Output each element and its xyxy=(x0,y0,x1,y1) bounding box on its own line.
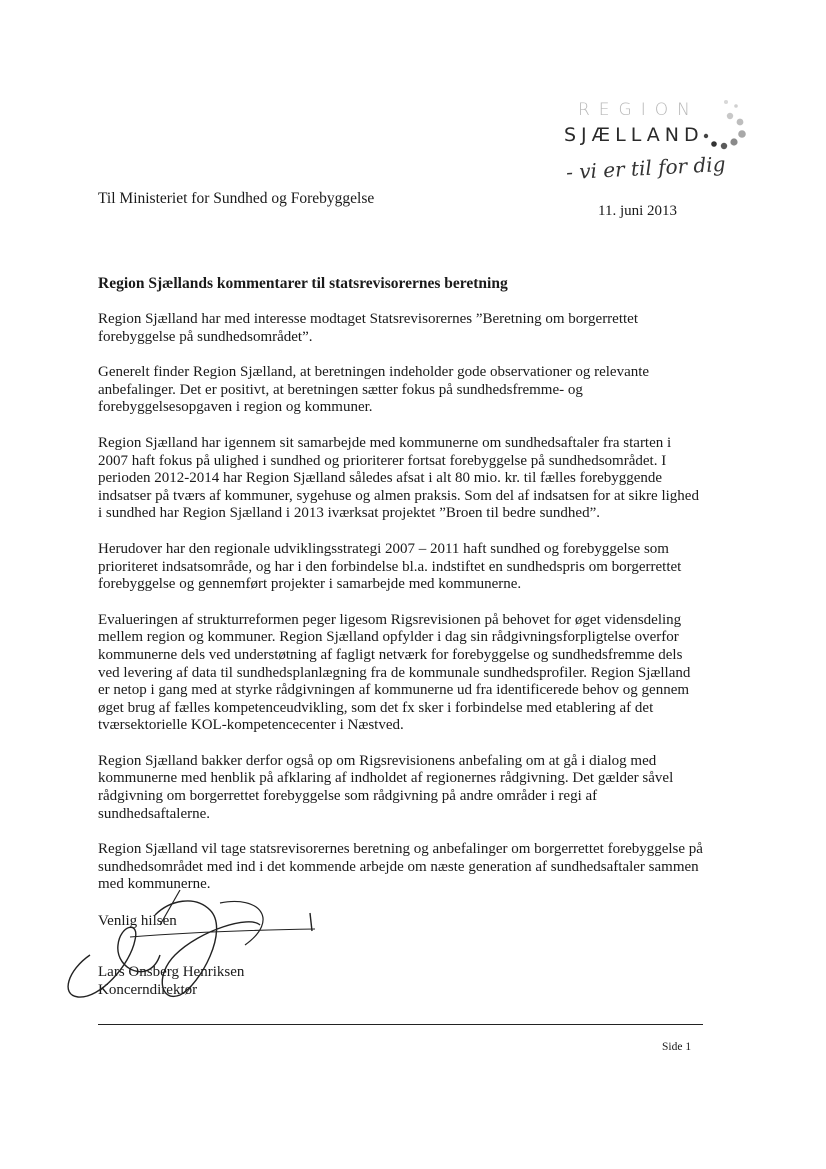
signer-name: Lars Onsberg Henriksen xyxy=(98,964,245,980)
footer-divider xyxy=(98,1024,703,1025)
paragraph: Region Sjælland har igennem sit samarbejde med kommunerne om sundhedsaftaler fra starten i 2007 haft fokus på ulighed i sundhed og prioriterer fortsat forebyggelse på sundhedsområdet. I perioden 2012-2014 har Region Sjælland således afsat i alt 80 mio. kr. til fælles forebyggende indsatser på tværs af kommuner, sygehuse og almen praksis. Som del af indsatsen for at sikre lighed i sundhed har Region Sjælland i 2013 iværksat projektet ”Broen til bedre sundhed”. xyxy=(98,434,699,522)
logo-tagline: - vi er til for dig xyxy=(565,151,727,185)
logo-region-text: REGION xyxy=(578,100,699,120)
logo-name-text: SJÆLLAND xyxy=(564,124,704,146)
logo-dots-icon xyxy=(690,98,750,158)
page-number: Side 1 xyxy=(662,1041,692,1053)
paragraph: Generelt finder Region Sjælland, at beretningen indeholder gode observationer og relevante anbefalinger. Det er positivt, at beretningen sætter fokus på sundhedsfremme- og forebyggelsesopgaven i region og kommuner. xyxy=(98,364,650,416)
paragraph: Region Sjælland bakker derfor også op om Rigsrevisionens anbefaling om at gå i dialog med kommunerne med henblik på afklaring af indholdet af regionernes rådgivning. Det gælder såvel rådgivning om borgerrettet forebyggelse som rådgivning på andre områder i regi af sundhedsaftalerne. xyxy=(98,752,674,822)
recipient-line: Til Ministeriet for Sundhed og Forebyggelse xyxy=(98,190,375,207)
paragraph: Region Sjælland har med interesse modtaget Statsrevisorernes ”Beretning om borgerrettet forebyggelse på sundhedsområdet”. xyxy=(98,311,638,345)
letter-subject: Region Sjællands kommentarer til statsrevisorernes beretning xyxy=(98,275,508,292)
paragraph: Herudover har den regionale udviklingsstrategi 2007 – 2011 haft sundhed og forebyggelse som prioriteret indsatsområde, og har i den forbindelse bl.a. indstiftet en sundhedspris om borgerrettet forebyggelse og gennemført projekter i samarbejde med kommunerne. xyxy=(98,540,682,593)
region-sjaelland-logo xyxy=(560,98,750,193)
letter-closing xyxy=(98,912,244,999)
paragraph: Region Sjælland vil tage statsrevisorernes beretning og anbefalinger om borgerrettet forebyggelse på sundhedsområdet med ind i det kommende arbejde om næste generation af sundhedsaftaler sammen med kommunerne. xyxy=(98,841,703,893)
paragraph: Evalueringen af strukturreformen peger ligesom Rigsrevisionen på behovet for øget vidensdeling mellem region og kommuner. Region Sjælland opfylder i dag sin rådgivningsforpligtelse overfor kommunerne dels ved understøtning af fagligt netværk for forebyggelse og sundhedsfremme dels ved levering af data til sundhedsplanlægning fra de kommunale sundhedsprofiler. Region Sjælland er netop i gang med at styrke rådgivningen af kommunerne ud fra identificerede behov og gennem øget brug af fælles kompetenceudvikling, som det fx sker i forbindelse med etablering af det tværsektorielle KOL-kompetencecenter i Næstved. xyxy=(98,611,691,734)
letter-date: 11. juni 2013 xyxy=(598,203,678,219)
signer-title: Koncerndirektør xyxy=(98,982,198,998)
letter-body xyxy=(98,311,703,912)
closing-greeting: Venlig hilsen xyxy=(98,913,177,929)
